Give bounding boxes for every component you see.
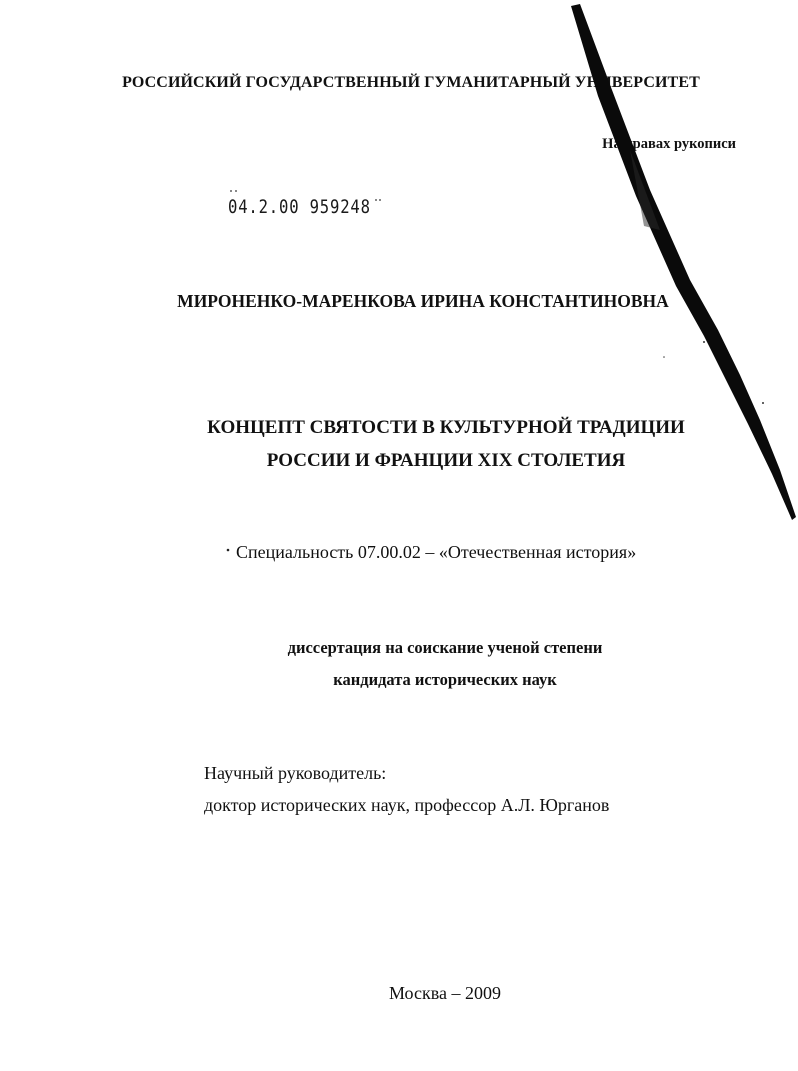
degree-line-1: диссертация на соискание ученой степени [287, 638, 603, 657]
city-year: Москва – 2009 [389, 983, 501, 1003]
dissertation-title-line-2: РОССИИ И ФРАНЦИИ XIX СТОЛЕТИЯ [266, 450, 626, 471]
author-name: МИРОНЕНКО-МАРЕНКОВА ИРИНА КОНСТАНТИНОВНА [177, 291, 669, 311]
advisor-name: доктор исторических наук, профессор А.Л. Юрганов [204, 795, 610, 815]
university-name: РОССИЙСКИЙ ГОСУДАРСТВЕННЫЙ ГУМАНИТАРНЫЙ УНИВЕРСИТЕТ [122, 74, 700, 91]
streak-shape [571, 4, 796, 520]
library-stamp-number: 04.2.00 959248 [228, 196, 371, 218]
dissertation-title-line-1: КОНЦЕПТ СВЯТОСТИ В КУЛЬТУРНОЙ ТРАДИЦИИ [207, 417, 685, 438]
specialty-line: Специальность 07.00.02 – «Отечественная история» [236, 542, 637, 562]
degree-line-2: кандидата исторических наук [333, 670, 557, 689]
manuscript-note: На правах рукописи [602, 136, 736, 152]
advisor-label: Научный руководитель: [204, 763, 387, 783]
